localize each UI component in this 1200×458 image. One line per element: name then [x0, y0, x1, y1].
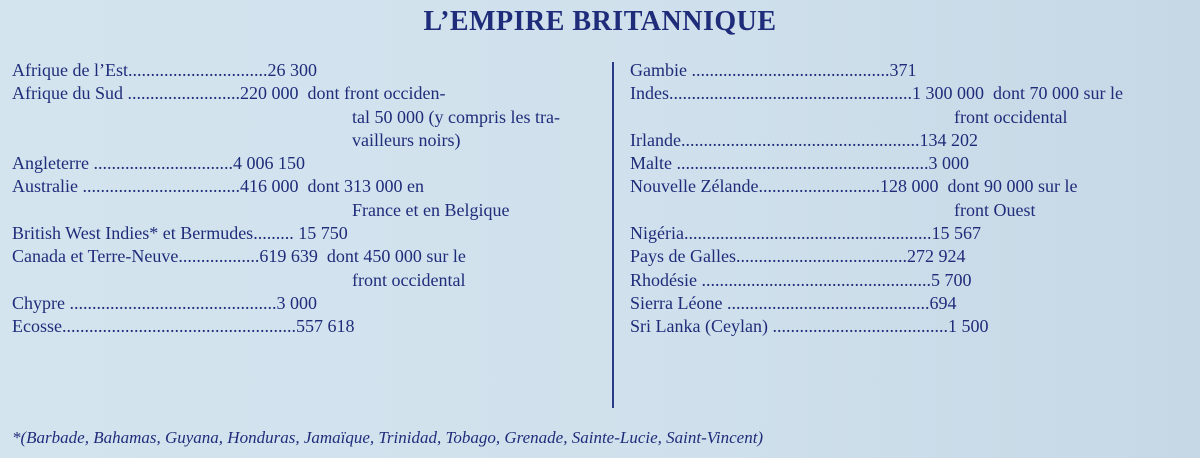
entry-name: Malte [630, 153, 672, 174]
entry-note: dont 70 000 sur le [984, 83, 1123, 104]
left-column [12, 59, 604, 339]
table-row [12, 245, 604, 292]
entry-value: 220 000 [240, 83, 299, 104]
entry-name: Sri Lanka (Ceylan) [630, 316, 768, 337]
entry-name: Rhodésie [630, 269, 697, 290]
entry-note: dont front occiden- [298, 83, 446, 104]
entry-note-continued: tal 50 000 (y compris les tra- [352, 106, 560, 127]
table-row [12, 222, 604, 245]
entry-name: Australie [12, 176, 78, 197]
table-row [12, 315, 604, 338]
page-title: L’EMPIRE BRITANNIQUE [423, 6, 777, 37]
entry-name: Nigéria [630, 223, 684, 244]
entry-note: dont 90 000 sur le [938, 176, 1078, 197]
entry-name: Afrique de l’Est [12, 60, 128, 80]
table-row [12, 59, 604, 82]
entry-name: British West Indies* et Bermudes [12, 223, 254, 244]
right-column [630, 59, 1198, 339]
entry-value: 272 924 [906, 246, 966, 267]
entry-value: 4 006 150 [232, 153, 305, 174]
entry-name: Chypre [12, 292, 65, 313]
entry-name: Irlande [630, 129, 681, 150]
entry-value: 15 750 [293, 223, 348, 244]
entry-value: 15 567 [931, 223, 981, 244]
entry-value: 134 202 [919, 129, 978, 150]
entry-name: Canada et Terre-Neuve [12, 246, 179, 267]
entry-name: Indes [630, 83, 669, 104]
table-row [630, 315, 1198, 338]
entry-name: Angleterre [12, 153, 89, 174]
table-row [630, 129, 1198, 152]
leader-dots: ...................................... [735, 246, 907, 267]
table-row [12, 292, 604, 315]
leader-dots: ................................... [77, 176, 240, 197]
entry-name: Gambie [630, 60, 687, 80]
entry-value: 416 000 [239, 176, 299, 197]
entry-note-continued: France et en Belgique [352, 199, 510, 220]
entry-note: dont 450 000 sur le [317, 246, 466, 267]
footnote: *(Barbade, Bahamas, Guyana, Honduras, Jamaïque, Trinidad, Tobago, Grenade, Sainte-Lucie, Saint-Vincent) [12, 428, 764, 447]
table-row [630, 82, 1198, 129]
entry-value: 371 [889, 60, 917, 80]
table-row [630, 59, 1198, 82]
leader-dots: ........................................................ [672, 153, 929, 174]
entry-note-continued: front occidental [352, 269, 466, 290]
entry-name: Afrique du Sud [12, 83, 123, 104]
table-row [12, 82, 604, 152]
table-row [630, 222, 1198, 245]
entry-value: 694 [929, 292, 957, 313]
table-row [630, 292, 1198, 315]
leader-dots: ....................................................... [683, 223, 932, 244]
entry-note-continued: vailleurs noirs) [352, 129, 461, 150]
entry-value: 5 700 [931, 269, 972, 290]
column-divider [612, 62, 614, 408]
leader-dots: .................. [178, 246, 260, 267]
leader-dots: .................................................... [61, 316, 296, 337]
entry-name: Ecosse [12, 316, 62, 337]
table-row [12, 175, 604, 222]
entry-value: 557 618 [295, 316, 355, 337]
leader-dots: ........................... [758, 176, 880, 197]
leader-dots: ....................................... [767, 316, 948, 337]
entry-note-continued: front Ouest [954, 199, 1036, 220]
entry-value: 619 639 [259, 246, 318, 267]
leader-dots: ................................................... [697, 269, 931, 290]
leader-dots: ............................... [88, 153, 233, 174]
leader-dots: ..................................................... [680, 129, 920, 150]
entry-value: 1 500 [947, 316, 989, 337]
table-row [630, 269, 1198, 292]
leader-dots: ............................................ [686, 60, 890, 80]
entry-name: Sierra Léone [630, 292, 723, 313]
table-row [630, 175, 1198, 222]
leader-dots: ............................................. [722, 292, 930, 313]
leader-dots: .............................................. [65, 292, 277, 313]
entry-name: Pays de Galles [630, 246, 736, 267]
leader-dots: ............................... [127, 60, 268, 80]
entry-value: 3 000 [276, 292, 317, 313]
leader-dots: ......................... [123, 83, 240, 104]
table-row [12, 152, 604, 175]
entry-note-continued: front occidental [954, 106, 1068, 127]
entry-value: 3 000 [928, 153, 969, 174]
table-row [630, 152, 1198, 175]
entry-note: dont 313 000 en [298, 176, 424, 197]
table-row [630, 245, 1198, 268]
entry-value: 1 300 000 [912, 83, 984, 104]
entry-value: 128 000 [879, 176, 939, 197]
leader-dots: ...................................................... [669, 83, 912, 104]
entry-name: Nouvelle Zélande [630, 176, 759, 197]
entry-value: 26 300 [267, 60, 317, 80]
leader-dots: ......... [253, 223, 294, 244]
